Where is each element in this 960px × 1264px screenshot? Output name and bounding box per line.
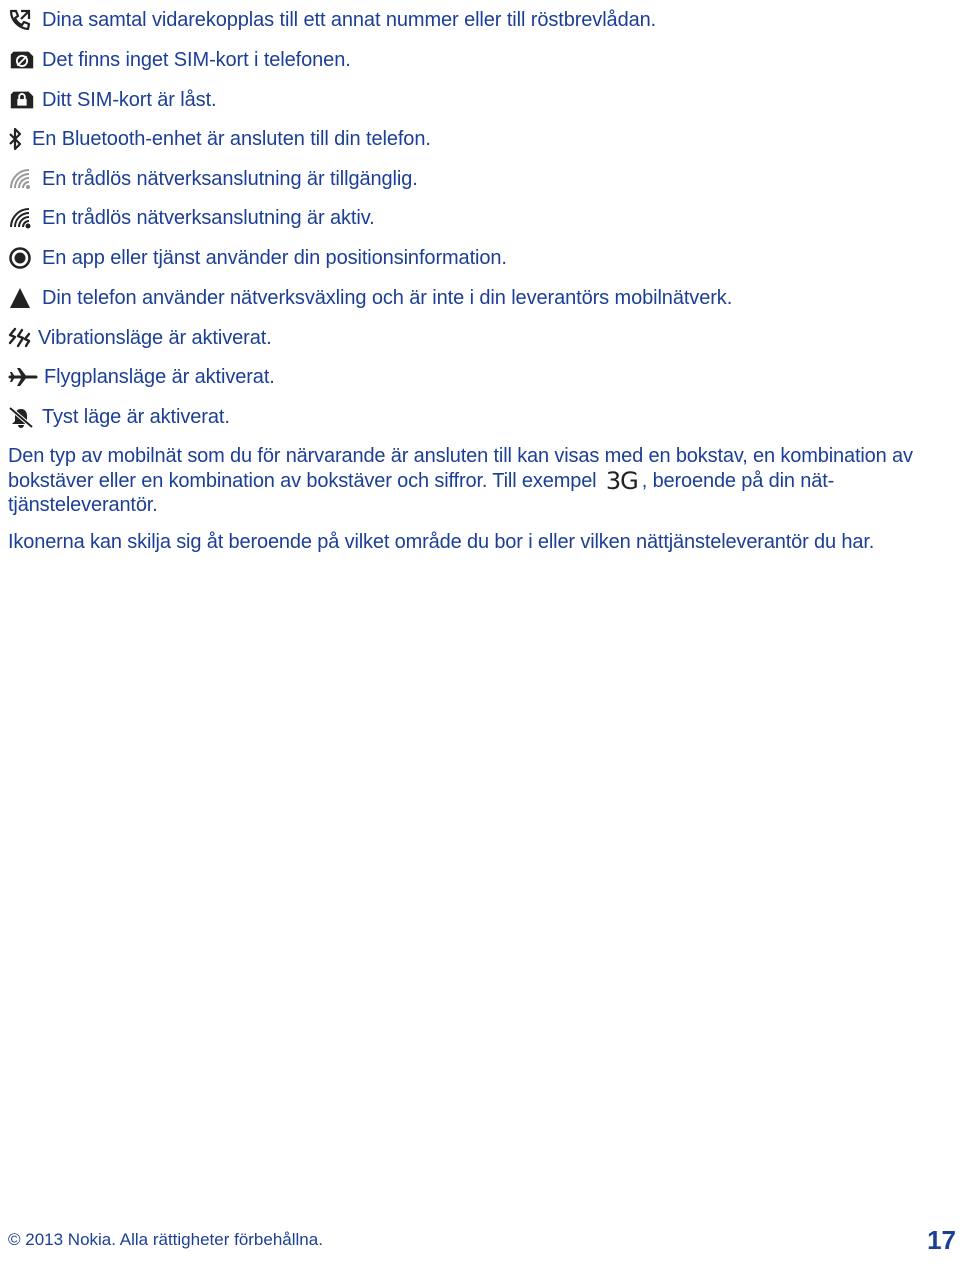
network-type-paragraph: [8, 444, 958, 518]
status-row-location: [8, 238, 507, 278]
no-sim-icon: [8, 46, 36, 74]
status-row-no-sim: [8, 40, 351, 80]
roaming-icon: [8, 284, 36, 312]
status-row-text: Det finns inget SIM-kort i telefonen.: [42, 49, 351, 71]
status-row-text: Vibrationsläge är aktiverat.: [38, 327, 272, 349]
airplane-icon: [8, 363, 38, 391]
status-row-text: En trådlös nätverksanslutning är tillgänglig.: [42, 168, 418, 190]
status-row-wlan-active: [8, 198, 375, 238]
wlan-active-icon: [8, 204, 36, 232]
status-row-text: En app eller tjänst använder din positionsinformation.: [42, 247, 507, 269]
page-number: 17: [927, 1225, 956, 1255]
status-row-text: Dina samtal vidarekopplas till ett annat nummer eller till röstbrevlådan.: [42, 9, 657, 31]
call-forward-icon: [8, 6, 36, 34]
status-row-airplane: [8, 357, 275, 397]
footer-copyright: © 2013 Nokia. Alla rättigheter förbehållna.: [8, 1230, 323, 1249]
status-row-text: Flygplansläge är aktiverat.: [44, 366, 275, 388]
location-icon: [8, 244, 36, 272]
status-row-text: Din telefon använder nätverksväxling och är inte i din leverantörs mobilnätverk.: [42, 287, 733, 309]
status-row-text: Ditt SIM-kort är låst.: [42, 89, 217, 111]
wlan-available-icon: [8, 165, 36, 193]
status-row-vibration: [8, 318, 272, 358]
status-row-roaming: [8, 278, 732, 318]
sim-locked-icon: [8, 86, 36, 114]
status-row-bluetooth: [8, 119, 431, 159]
bluetooth-icon: [8, 125, 26, 153]
silent-bell-icon: [8, 403, 36, 431]
status-row-call-forward: [8, 0, 656, 40]
status-row-silent: [8, 397, 230, 437]
network-paragraph-text-end: , beroende på din nättjänsteleverantör.: [8, 469, 835, 516]
icons-note-paragraph: Ikonerna kan skilja sig åt beroende på vilket område du bor i eller vilken nättjänsteleverantör du har.: [8, 531, 875, 553]
status-row-wlan-available: [8, 159, 418, 199]
network-3g-icon: 3G: [605, 466, 638, 495]
network-paragraph-text: Den typ av mobilnät som du för närvarande är ansluten till kan visas med en bokstav, en kombination av bokstäver eller en kombination av bokstäver och siffror. Till exempel: [8, 445, 913, 492]
status-row-sim-locked: [8, 80, 217, 120]
status-row-text: En Bluetooth-enhet är ansluten till din telefon.: [32, 128, 431, 150]
vibration-icon: [8, 324, 32, 352]
status-row-text: Tyst läge är aktiverat.: [42, 406, 230, 428]
status-row-text: En trådlös nätverksanslutning är aktiv.: [42, 207, 375, 229]
